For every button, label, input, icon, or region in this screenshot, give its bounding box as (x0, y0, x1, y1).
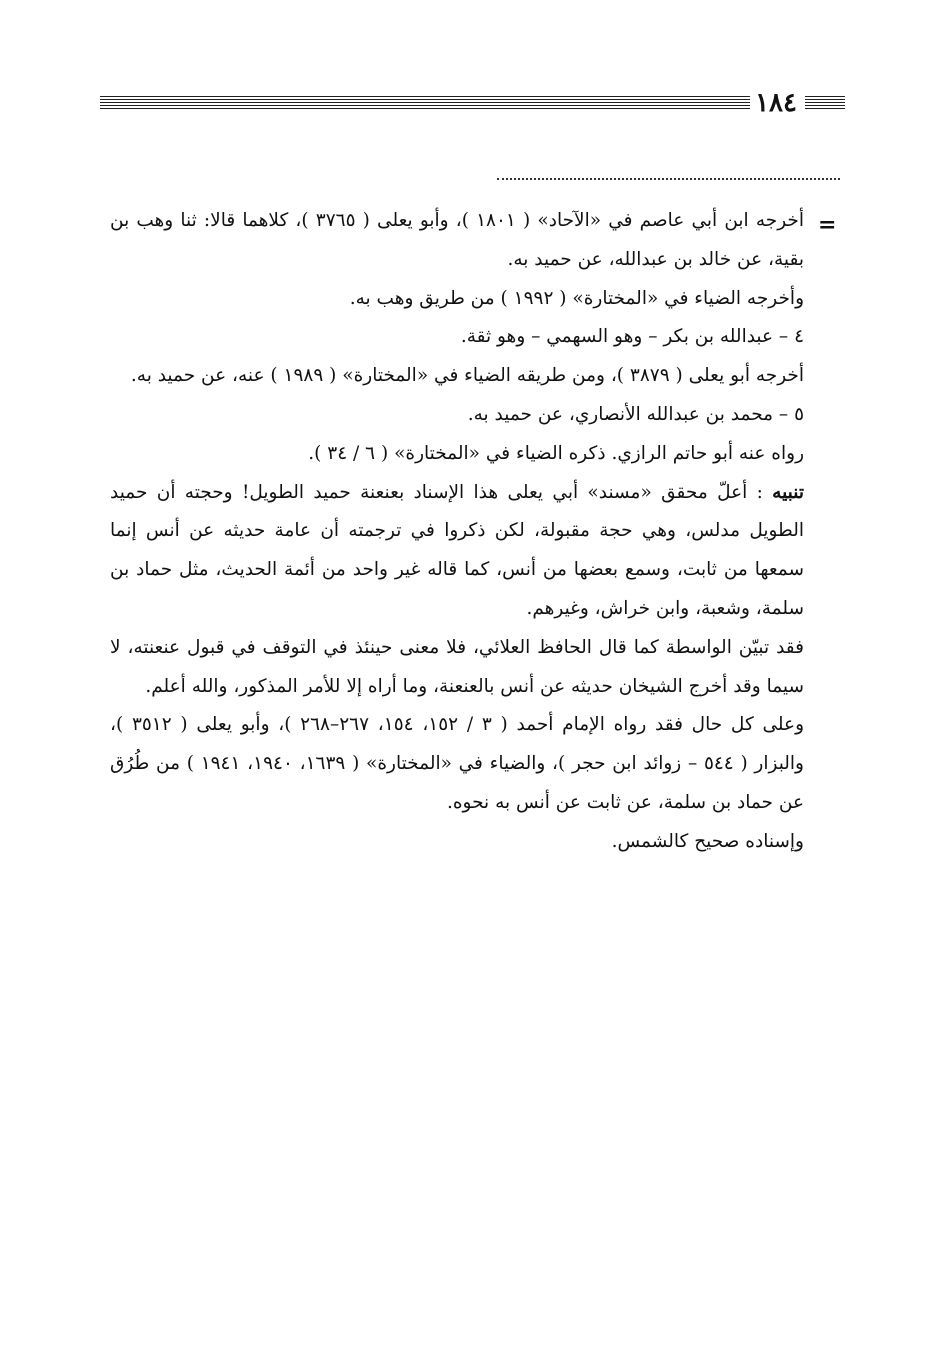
header-rule-left (100, 96, 750, 110)
tanbih-paragraph (110, 474, 804, 629)
paragraph-6: رواه عنه أبو حاتم الرازي. ذكره الضياء في «المختارة» ( ٦ / ٣٤ ). (308, 442, 804, 464)
header-rule-right (805, 96, 845, 110)
page-number: ١٨٤ (755, 88, 797, 118)
paragraph-4: أخرجه أبو يعلى ( ٣٨٧٩ )، ومن طريقه الضياء في «المختارة» ( ١٩٨٩ ) عنه، عن حميد به. (130, 365, 804, 387)
footnote-body (110, 202, 804, 862)
tanbih-text: : أعلّ محقق «مسند» أبي يعلى هذا الإسناد بعنعنة حميد الطويل! وحجته أن حميد الطويل مدلس، وهي حجة مقبولة، لكن ذكروا في ترجمته أن عامة حديثه عن أنس إنما سمعها من ثابت، وسمع بعضها من أنس، كما قاله غير واحد من أئمة الحديث، مثل حماد بن سلمة، وشعبة، وابن خراش، وغيرهم. (110, 481, 804, 619)
page-header (100, 88, 845, 128)
continuation-mark: = (818, 212, 837, 238)
paragraph-5: ٥ – محمد بن عبدالله الأنصاري، عن حميد به. (467, 403, 804, 425)
conclusion-paragraph: فقد تبيّن الواسطة كما قال الحافظ العلائي، فلا معنى حينئذ في التوقف في قبول عنعنته، لا سيما وقد أخرج الشيخان حديثه عن أنس بالعنعنة، وما أراه إلا للأمر المذكور، والله أعلم. (110, 636, 804, 697)
footnote-separator (497, 178, 840, 180)
paragraph-3: ٤ – عبدالله بن بكر – وهو السهمي – وهو ثقة. (460, 326, 804, 348)
paragraph-2: وأخرجه الضياء في «المختارة» ( ١٩٩٢ ) من طريق وهب به. (349, 287, 804, 309)
tanbih-label: تنبيه (772, 481, 804, 503)
paragraph-1: أخرجه ابن أبي عاصم في «الآحاد» ( ١٨٠١ )، وأبو يعلى ( ٣٧٦٥ )، كلاهما قالا: ثنا وهب بن بقية، عن خالد بن عبدالله، عن حميد به. (110, 210, 804, 270)
paragraph-8: وإسناده صحيح كالشمس. (611, 830, 804, 852)
paragraph-7: وعلى كل حال فقد رواه الإمام أحمد ( ٣ / ١٥٢، ١٥٤، ٢٦٧–٢٦٨ )، وأبو يعلى ( ٣٥١٢ )، والبزار ( ٥٤٤ – زوائد ابن حجر )، والضياء في «المختارة» ( ١٦٣٩، ١٩٤٠، ١٩٤١ ) من طُرُق عن حماد بن سلمة، عن ثابت عن أنس به نحوه. (110, 714, 805, 813)
